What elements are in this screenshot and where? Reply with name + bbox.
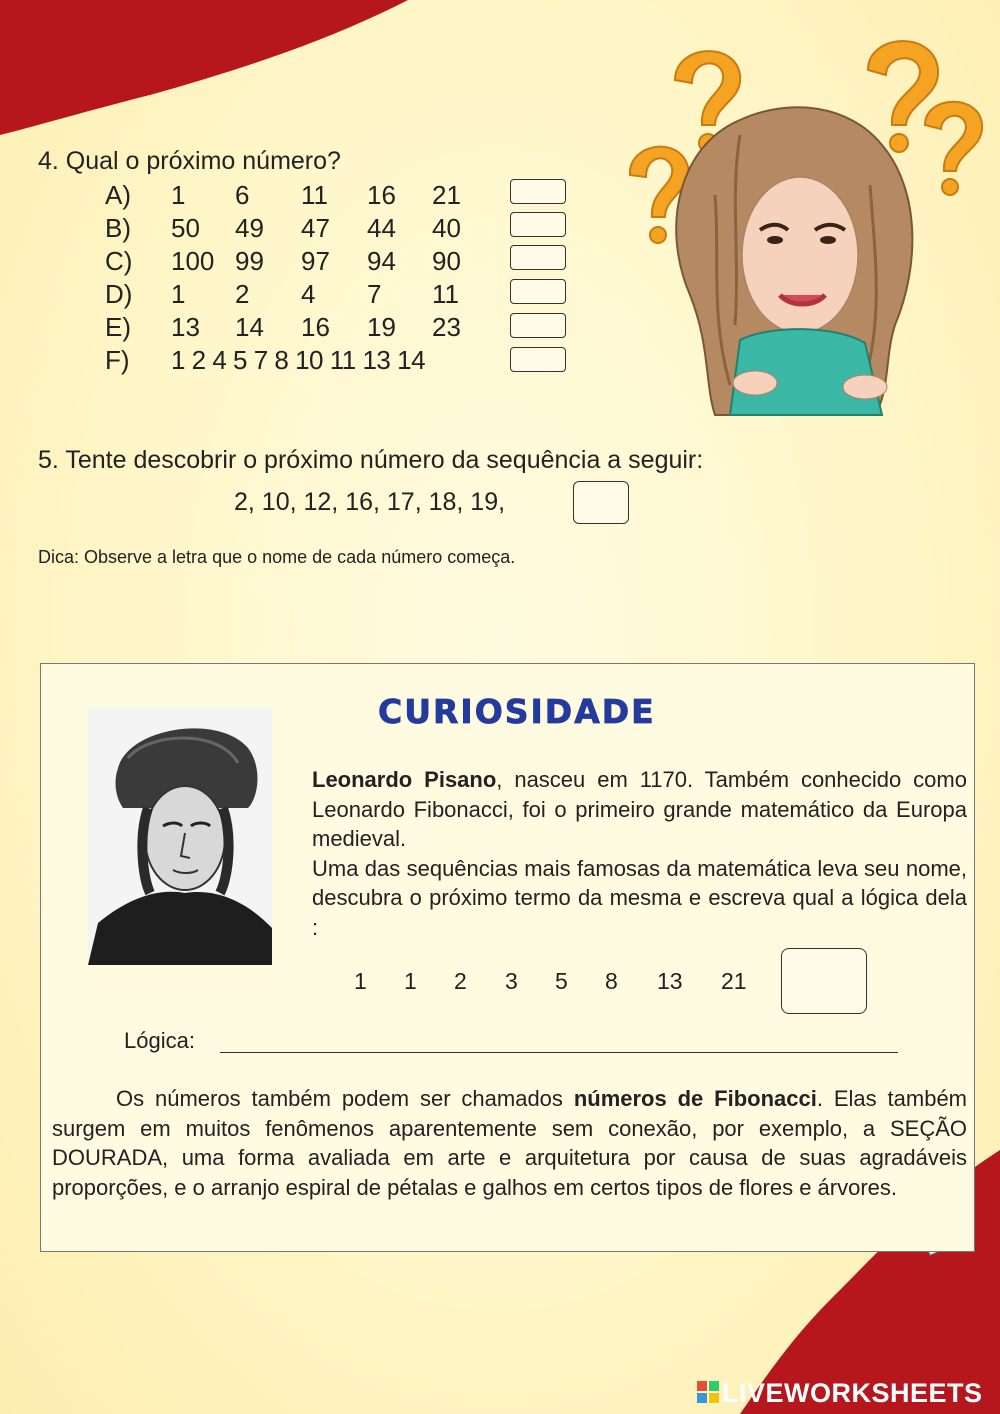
curiosity-bio	[312, 765, 967, 942]
row-value: 19	[367, 312, 396, 342]
row-label: B)	[105, 213, 131, 243]
fib-answer-box[interactable]	[781, 948, 867, 1014]
row-value: 11	[301, 180, 328, 210]
curiosity-title: CURIOSIDADE	[378, 692, 656, 731]
row-value: 50	[171, 213, 200, 243]
row-value: 4	[301, 279, 316, 309]
row-value: 7	[367, 279, 382, 309]
row-value: 11	[432, 279, 459, 309]
answer-box-e[interactable]	[510, 313, 566, 338]
bio-text-2: Uma das sequências mais famosas da matemática leva seu nome, descubra o próximo termo da mesma e escreva qual a lógica dela :	[312, 855, 967, 940]
row-label: C)	[105, 246, 133, 276]
row-value: 100	[171, 246, 215, 276]
bio-name: Leonardo Pisano	[312, 767, 497, 792]
logic-label: Lógica:	[124, 1028, 195, 1053]
row-value: 14	[235, 312, 264, 342]
row-value: 47	[301, 213, 330, 243]
q5-hint: Dica: Observe a letra que o nome de cada número começa.	[38, 547, 516, 567]
top-left-red-wave	[0, 0, 408, 135]
fib-number: 8	[605, 968, 618, 994]
row-value: 6	[235, 180, 250, 210]
paragraph-text-2: . Elas também surgem em muitos fenômenos aparentemente sem conexão, por exemplo, a SEÇÃO DOURADA, uma forma avaliada em arte e arquitetura por causa de suas agradáveis proporções, e o arranjo espiral de pétalas e galhos em certos tipos de flores e árvores.	[52, 1086, 968, 1200]
answer-box-c[interactable]	[510, 245, 566, 270]
fib-number: 21	[721, 968, 747, 994]
question-mark-icon	[925, 102, 982, 195]
row-value: 44	[367, 213, 396, 243]
row-value: 16	[367, 180, 396, 210]
row-value: 2	[235, 279, 250, 309]
answer-box-b[interactable]	[510, 212, 566, 237]
row-value: 1	[171, 180, 186, 210]
answer-box-a[interactable]	[510, 179, 566, 204]
q5-title: 5. Tente descobrir o próximo número da sequência a seguir:	[38, 446, 704, 474]
thinking-girl-illustration	[620, 25, 995, 420]
row-value: 1	[171, 279, 186, 309]
answer-box-d[interactable]	[510, 279, 566, 304]
paragraph-text: Os números também podem ser chamados	[116, 1086, 574, 1111]
liveworksheets-logo-icon	[697, 1381, 719, 1403]
row-value: 99	[235, 246, 264, 276]
fib-number: 5	[555, 968, 568, 994]
row-value: 49	[235, 213, 264, 243]
fib-number: 13	[657, 968, 683, 994]
row-value: 40	[432, 213, 461, 243]
paragraph-bold: números de Fibonacci	[573, 1086, 817, 1111]
fibonacci-portrait	[88, 708, 272, 965]
row-label: A)	[105, 180, 131, 210]
liveworksheets-logo: LIVEWORKSHEETS	[722, 1378, 983, 1408]
fib-number: 1	[354, 968, 367, 994]
row-value: 13	[171, 312, 200, 342]
row-value: 21	[432, 180, 461, 210]
row-label: F)	[105, 345, 130, 375]
question-mark-icon	[868, 41, 938, 152]
row-value: 97	[301, 246, 330, 276]
row-value: 90	[432, 246, 461, 276]
row-value: 94	[367, 246, 396, 276]
row-value: 16	[301, 312, 330, 342]
q5-answer-box[interactable]	[573, 481, 629, 524]
answer-box-f[interactable]	[510, 347, 566, 372]
row-label: E)	[105, 312, 131, 342]
row-sequence: 1 2 4 5 7 8 10 11 13 14	[171, 345, 426, 375]
fibonacci-paragraph	[52, 1084, 967, 1202]
q5-sequence: 2, 10, 12, 16, 17, 18, 19,	[234, 488, 506, 516]
fib-number: 1	[404, 968, 417, 994]
q4-title: 4. Qual o próximo número?	[38, 147, 341, 175]
fib-number: 3	[505, 968, 518, 994]
fib-number: 2	[454, 968, 467, 994]
bio-text: , nasceu em 1170. Também conhecido como Leonardo Fibonacci, foi o primeiro grande matemático da Europa medieval.	[312, 767, 967, 851]
row-value: 23	[432, 312, 461, 342]
logic-answer-line[interactable]	[220, 1052, 898, 1053]
row-label: D)	[105, 279, 133, 309]
